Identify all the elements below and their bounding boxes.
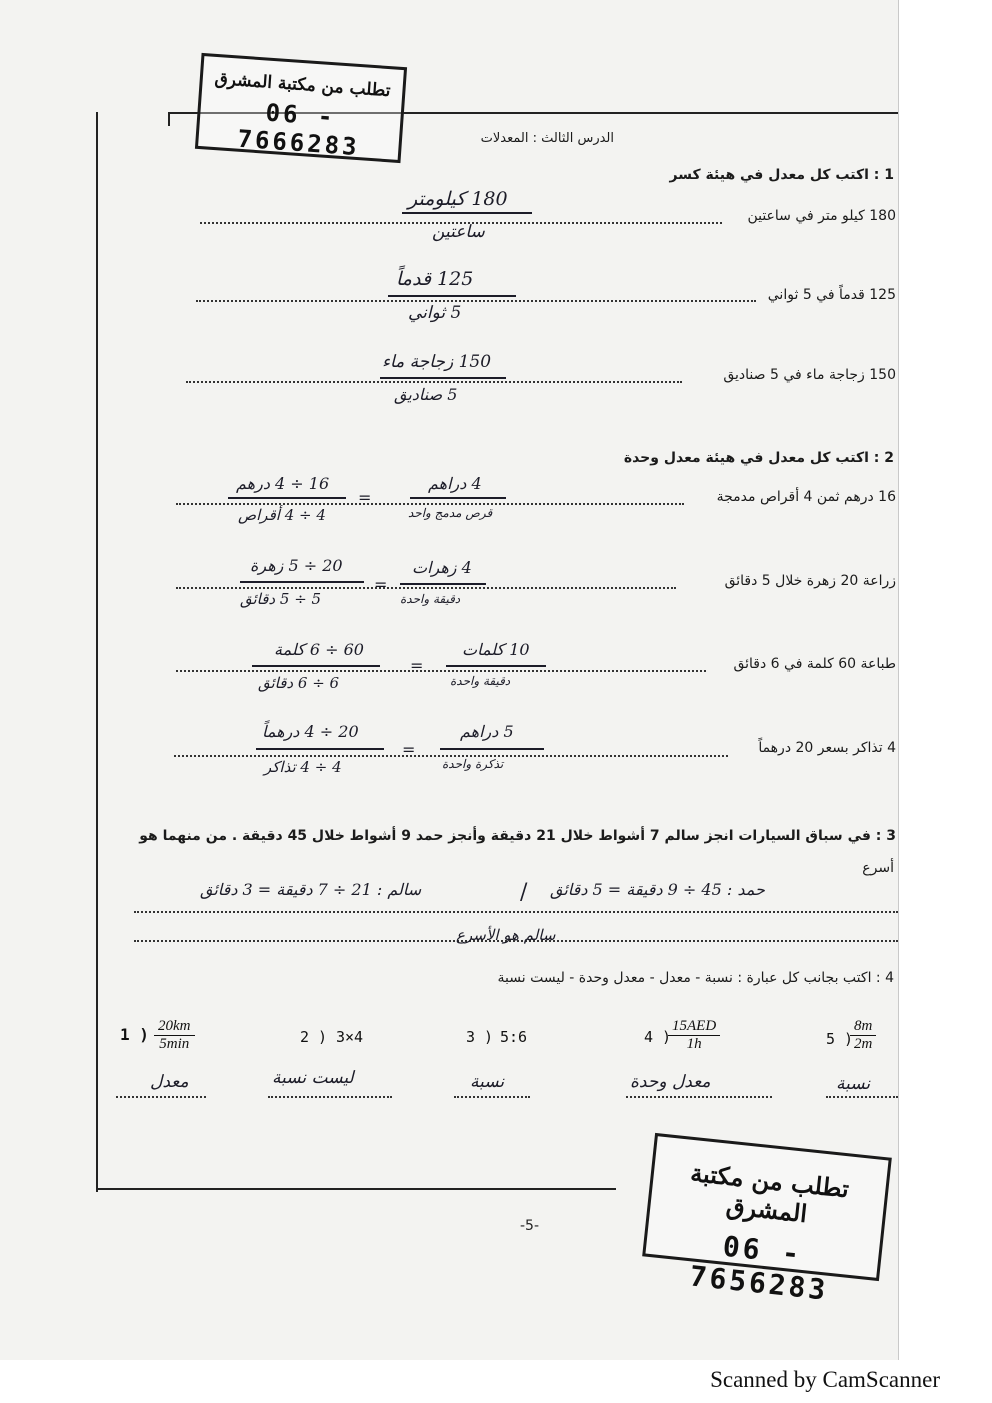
q4-option-5-fraction	[850, 1018, 876, 1053]
fraction-bar	[240, 581, 364, 583]
q2-work-2-den: 5 ÷ 5 دقائق	[240, 590, 322, 608]
q4-answer-4: معدل وحدة	[630, 1072, 711, 1092]
stamp-text: تطلب من مكتبة المشرق	[214, 68, 392, 102]
separator-slash: /	[520, 880, 528, 905]
fraction-denominator: 2m	[854, 1036, 873, 1052]
q4-answer-1: معدل	[150, 1072, 189, 1092]
lesson-title: الدرس الثالث : المعدلات	[480, 131, 614, 146]
stamp-text: تطلب من مكتبة المشرق	[689, 1157, 851, 1229]
q3-answer-hamad: حمد : 45 ÷ 9 دقيقة = 5 دقائق	[550, 880, 765, 899]
q4-option-1-label: 1 )	[120, 1025, 149, 1044]
q2-result-4-den: تذكرة واحدة	[442, 757, 504, 771]
q2-result-2-den: دقيقة واحدة	[400, 592, 461, 606]
q1-answer-2-den: 5 ثواني	[408, 303, 462, 323]
frame-bottom-border	[96, 1188, 616, 1190]
q3-answer-salem: سالم : 21 ÷ 7 دقيقة = 3 دقائق	[200, 880, 422, 899]
fraction-numerator: 8m	[850, 1018, 876, 1036]
q2-work-4-den: 4 ÷ 4 تذاكر	[264, 758, 342, 776]
answer-line	[626, 1096, 772, 1098]
stamp-phone: 06 - 7656283	[688, 1229, 830, 1307]
q3-heading-continued: أسرع	[862, 860, 894, 876]
q2-result-4-num: 5 دراهم	[460, 722, 514, 741]
q2-item-2: زراعة 20 زهرة خلال 5 دقائق	[724, 573, 896, 589]
equals-sign: =	[374, 575, 388, 594]
q4-answer-3: نسبة	[470, 1072, 505, 1092]
q2-work-3-num: 60 ÷ 6 كلمة	[274, 640, 364, 659]
q1-answer-1-den: ساعتين	[432, 222, 485, 242]
q2-result-3-num: 10 كلمات	[462, 640, 530, 659]
equals-sign: =	[358, 488, 372, 507]
q2-work-1-den: 4 ÷ 4 أقراص	[238, 506, 326, 524]
q3-conclusion: سالم هو الأسرع	[456, 926, 556, 944]
fraction-bar	[440, 748, 544, 750]
fraction-bar	[228, 497, 346, 499]
equals-sign: =	[402, 740, 416, 759]
scanner-watermark: Scanned by CamScanner	[710, 1367, 940, 1392]
q2-result-3-den: دقيقة واحدة	[450, 674, 511, 688]
fraction-bar	[252, 665, 380, 667]
q4-option-3-expr: 5:6	[500, 1028, 528, 1046]
frame-left-border	[96, 112, 98, 1192]
stamp-phone: 06 - 7666283	[236, 98, 361, 162]
answer-line	[134, 911, 898, 913]
fraction-bar	[410, 497, 506, 499]
answer-line	[454, 1096, 530, 1098]
q1-answer-3-num: 150 زجاجة ماء	[382, 352, 492, 372]
q2-result-1-den: قرص مدمج واحد	[408, 506, 493, 520]
q4-option-3-label: 3 )	[466, 1028, 494, 1046]
q1-item-1: 180 كيلو متر في ساعتين	[747, 208, 896, 224]
answer-line	[826, 1096, 898, 1098]
fraction-denominator: 5min	[159, 1036, 190, 1052]
fraction-bar	[380, 377, 506, 379]
frame-corner	[168, 112, 170, 126]
q2-item-3: طباعة 60 كلمة في 6 دقائق	[733, 656, 896, 672]
fraction-bar	[400, 583, 486, 585]
q2-result-2-num: 4 زهرات	[412, 558, 472, 577]
answer-line	[186, 381, 682, 383]
q4-option-4-label: 4 )	[644, 1028, 672, 1046]
q1-heading: 1 : اكتب كل معدل في هيئة كسر	[669, 167, 894, 183]
q1-answer-1-num: 180 كيلومتر	[408, 188, 508, 210]
q1-item-3: 150 زجاجة ماء في 5 صناديق	[723, 367, 896, 383]
library-stamp-bottom	[642, 1133, 892, 1307]
q4-option-4-fraction	[668, 1018, 720, 1053]
q2-work-1-num: 16 ÷ 4 درهم	[236, 474, 330, 493]
q2-work-4-num: 20 ÷ 4 درهماً	[262, 722, 359, 741]
answer-line	[268, 1096, 392, 1098]
q4-option-5-label: 5 )	[826, 1030, 854, 1048]
fraction-bar	[388, 295, 516, 297]
answer-line	[176, 587, 676, 589]
q2-item-1: 16 درهم ثمن 4 أقراص مدمجة	[716, 489, 896, 505]
fraction-numerator: 15AED	[668, 1018, 720, 1036]
q4-heading: 4 : اكتب بجانب كل عبارة : نسبة - معدل - معدل وحدة - ليست نسبة	[497, 970, 894, 986]
q2-work-3-den: 6 ÷ 6 دقائق	[258, 674, 340, 692]
q3-heading: 3 : في سباق السيارات انجز سالم 7 أشواط خلال 21 دقيقة وأنجز حمد 9 أشواط خلال 45 دقيقة . من منهما هو	[139, 828, 896, 844]
answer-line	[176, 670, 706, 672]
library-stamp-top	[195, 53, 407, 163]
q2-heading: 2 : اكتب كل معدل في هيئة معدل وحدة	[623, 450, 894, 466]
q4-option-2-label: 2 )	[300, 1028, 328, 1046]
answer-line	[176, 503, 684, 505]
fraction-bar	[446, 665, 546, 667]
fraction-bar	[402, 212, 532, 214]
q4-option-1-fraction	[154, 1018, 195, 1053]
answer-line	[196, 300, 756, 302]
answer-line	[116, 1096, 206, 1098]
page-number: -5-	[520, 1218, 540, 1234]
q2-result-1-num: 4 دراهم	[428, 474, 482, 493]
q2-work-2-num: 20 ÷ 5 زهرة	[250, 556, 343, 575]
q1-answer-3-den: 5 صناديق	[394, 385, 458, 404]
q4-answer-5: نسبة	[836, 1074, 871, 1094]
page-edge	[898, 0, 899, 1360]
equals-sign: =	[410, 656, 424, 675]
q2-item-4: 4 تذاكر بسعر 20 درهماً	[758, 740, 896, 756]
q4-answer-2: ليست نسبة	[272, 1068, 354, 1088]
q1-item-2: 125 قدماً في 5 ثواني	[767, 287, 896, 303]
fraction-bar	[256, 748, 384, 750]
q4-option-2-expr: 3×4	[336, 1028, 364, 1046]
q1-answer-2-num: 125 قدماً	[396, 268, 474, 290]
fraction-denominator: 1h	[686, 1036, 702, 1052]
fraction-numerator: 20km	[154, 1018, 195, 1036]
